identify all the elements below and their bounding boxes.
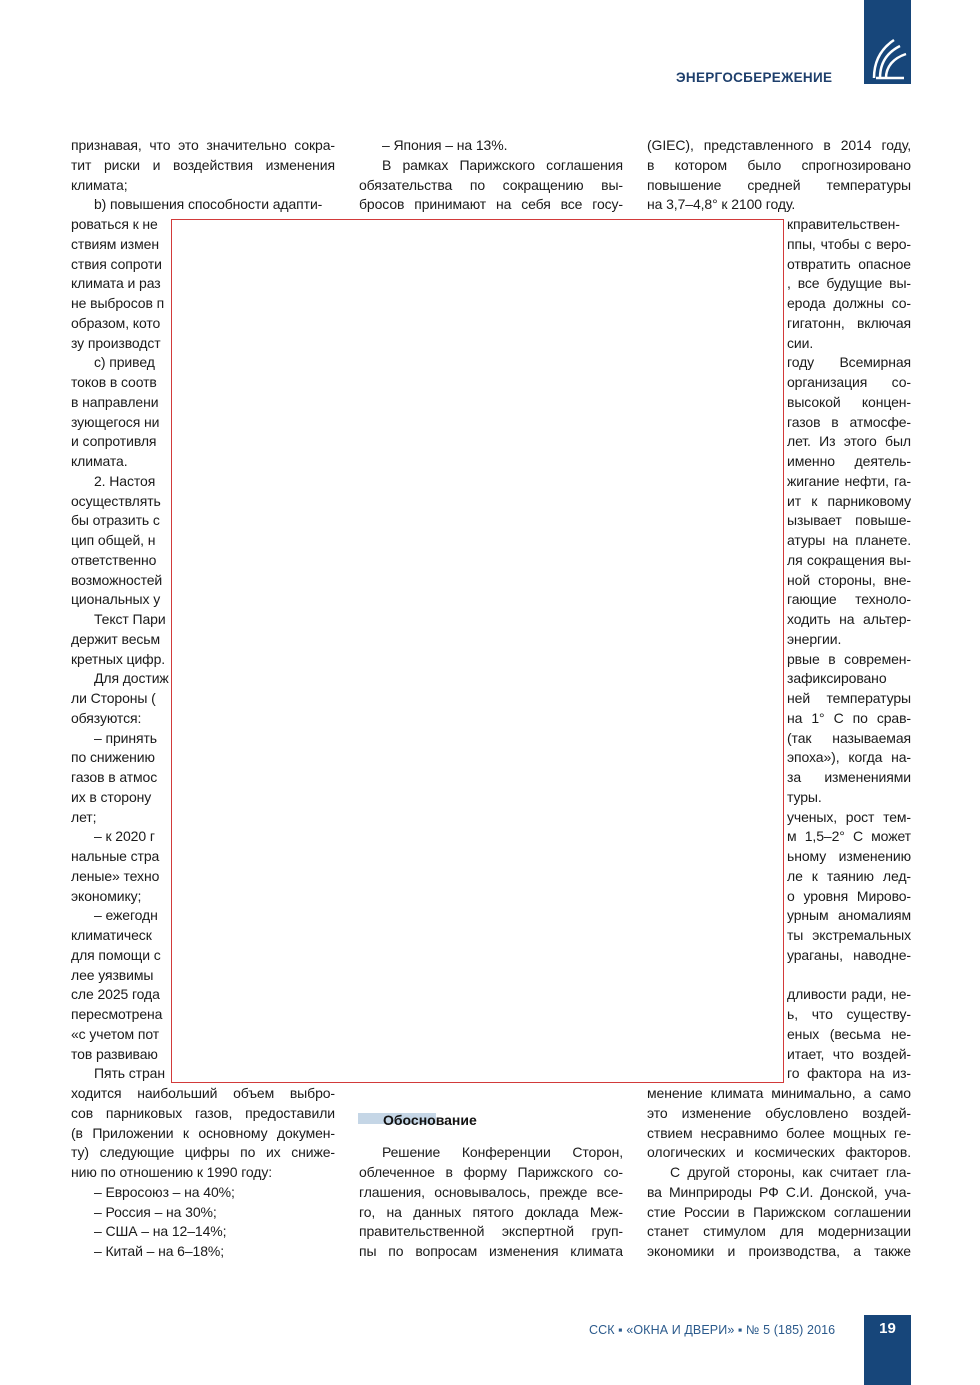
text-line: леные» техно: [71, 867, 160, 884]
text-line: ле к таянию лед-: [787, 867, 911, 884]
text-line: газов в атмосфе-: [787, 413, 911, 430]
text-line: стие России в Парижском соглашении: [647, 1203, 911, 1220]
text-line: высокой концен-: [787, 393, 911, 410]
text-line: (в Приложении к основному докумен-: [71, 1124, 335, 1141]
text-line: 2. Настоя: [94, 472, 156, 489]
text-line: ь, что существу-: [787, 1006, 911, 1022]
text-line: – принять: [94, 729, 157, 746]
text-line: кправительствен-: [787, 216, 900, 232]
text-line: ызывает повыше-: [787, 512, 911, 529]
text-line: экономики и производства, а также: [647, 1243, 911, 1259]
text-line: «с учетом пот: [71, 1025, 160, 1042]
text-line: лее уязвимы: [71, 966, 154, 983]
text-line: ствием несравнимо более мощных ге-: [647, 1124, 911, 1141]
text-line: сии.: [787, 334, 814, 351]
text-line: климата.: [71, 453, 128, 469]
text-line: бы отразить с: [71, 512, 160, 529]
blank-overlay-box: [171, 219, 784, 1083]
text-line: газов в атмос: [71, 769, 158, 785]
text-line: Для достиж: [94, 670, 169, 687]
text-line: ученых, рост тем-: [787, 808, 911, 825]
text-line: нию по отношению к 1990 году:: [71, 1164, 273, 1180]
text-line: для помощи с: [71, 946, 161, 963]
text-line: климата;: [71, 176, 128, 193]
text-line: (GIEC), представленного в 2014 году,: [647, 137, 911, 153]
magazine-logo-icon: [864, 0, 911, 84]
text-line: В рамках Парижского соглашения: [382, 156, 623, 173]
section-title: ЭНЕРГОСБЕРЕЖЕНИЕ: [676, 70, 833, 85]
text-line: обязательства по сокращению вы-: [359, 176, 623, 193]
text-line: го, на данных пятого доклада Меж-: [359, 1203, 623, 1220]
text-line: С другой стороны, как считает гла-: [670, 1164, 911, 1180]
text-line: ерода должны со-: [787, 295, 911, 311]
text-line: о уровня Мирово-: [787, 887, 911, 904]
text-line: ьному изменению: [787, 848, 911, 864]
text-line: туры.: [787, 788, 822, 805]
text-line: ходить на альтер-: [787, 611, 911, 627]
text-line: еных (весьма не-: [787, 1025, 911, 1042]
text-line: ту) следующие цифры по их сниже-: [71, 1144, 335, 1161]
text-line: ходится наибольший объем выбро-: [71, 1085, 335, 1101]
text-line: ты экстремальных: [787, 927, 911, 943]
header-tab: [864, 0, 911, 84]
text-line: энергии.: [787, 630, 842, 647]
text-line: ствиям измен: [71, 235, 159, 252]
text-line: – США – на 12–14%;: [94, 1223, 227, 1240]
footer-publication: ССК ▪ «ОКНА И ДВЕРИ» ▪ № 5 (185) 2016: [589, 1323, 836, 1337]
text-line: на 1° С по срав-: [787, 709, 911, 726]
text-line: Решение Конференции Сторон,: [382, 1144, 623, 1161]
text-line: станет стимулом для модернизации: [647, 1223, 911, 1240]
text-line: образом, кото: [71, 314, 161, 331]
text-line: держит весьм: [71, 630, 161, 647]
text-line: бросов принимают на себя все госу-: [359, 196, 623, 213]
text-line: лет;: [71, 808, 97, 825]
text-line: глашения, основывалось, прежде все-: [359, 1183, 623, 1200]
text-line: году Всемирная: [787, 354, 911, 371]
text-line: в котором было спрогнозировано: [647, 156, 911, 173]
text-line: это изменение обусловлено воздей-: [647, 1104, 911, 1121]
text-line: итает, что воздей-: [787, 1045, 911, 1062]
text-line: признавая, что это значительно сокра-: [71, 137, 335, 153]
text-line: повышение средней температуры: [647, 176, 911, 193]
text-line: , все будущие вы-: [787, 275, 911, 292]
text-line: ва Минприроды РФ С.И. Донской, уча-: [647, 1183, 911, 1200]
text-line: Текст Пари: [94, 611, 166, 627]
text-line: токов в соотв: [71, 374, 157, 390]
text-line: не выбросов п: [71, 295, 165, 311]
text-line: кретных цифр.: [71, 650, 166, 667]
text-line: осуществлять: [71, 492, 161, 509]
text-line: циональных у: [71, 591, 161, 608]
text-line: (так называемая: [787, 729, 911, 746]
text-line: нальные стра: [71, 848, 160, 864]
subheading: Обоснование: [383, 1112, 477, 1128]
text-line: го фактора на из-: [787, 1065, 911, 1082]
text-line: ит к парниковому: [787, 492, 911, 509]
text-line: климата и раз: [71, 275, 161, 292]
text-line: ответственно: [71, 551, 157, 568]
text-line: отвратить опасное: [787, 255, 911, 272]
text-line: ней температуры: [787, 690, 911, 706]
text-line: [787, 965, 911, 985]
text-line: за изменениями: [787, 769, 911, 785]
text-line: организация со-: [787, 374, 911, 390]
text-line: зафиксировано: [787, 670, 887, 687]
text-line: ной стороны, вне-: [787, 571, 911, 588]
text-line: атуры на планете.: [787, 532, 911, 548]
text-line: – Япония – на 13%.: [382, 137, 508, 153]
text-line: возможностей: [71, 571, 163, 588]
text-line: зу производст: [71, 334, 161, 351]
text-line: экономику;: [71, 887, 142, 904]
text-line: урным аномалиям: [787, 907, 911, 924]
text-line: менение климата минимально, а само: [647, 1085, 911, 1101]
text-line: правительственной экспертной груп-: [359, 1223, 623, 1240]
text-line: сов парниковых газов, предоставили: [71, 1104, 335, 1121]
text-line: на 3,7–4,8° к 2100 году.: [647, 196, 796, 213]
text-line: ля сокращения вы-: [787, 551, 911, 568]
text-line: дливости ради, не-: [787, 986, 911, 1003]
page-number: 19: [879, 1320, 896, 1337]
text-line: ураганы, наводне-: [787, 946, 911, 963]
text-line: жигание нефти, га-: [787, 472, 911, 489]
text-line: именно деятель-: [787, 453, 911, 469]
text-line: – Китай – на 6–18%;: [94, 1243, 225, 1259]
text-line: – к 2020 г: [94, 828, 155, 845]
text-line: тит риски и воздействия изменения: [71, 156, 335, 173]
text-line: сле 2025 года: [71, 986, 160, 1003]
text-line: c) привед: [94, 354, 155, 371]
text-line: гающие техноло-: [787, 591, 911, 608]
text-line: – Евросоюз – на 40%;: [94, 1183, 235, 1200]
text-line: климатическ: [71, 927, 152, 943]
text-line: тов развиваю: [71, 1045, 158, 1062]
text-line: – ежегодн: [94, 907, 158, 924]
text-line: по снижению: [71, 749, 155, 766]
text-line: лет. Из этого был: [787, 433, 911, 450]
text-line: рвые в современ-: [787, 650, 911, 667]
text-line: обязуются:: [71, 709, 142, 726]
text-line: в направлени: [71, 393, 159, 410]
text-line: роваться к не: [71, 216, 158, 232]
text-line: эпоха»), когда на-: [787, 749, 911, 766]
text-line: и сопротивля: [71, 433, 157, 450]
text-line: цип общей, н: [71, 532, 156, 548]
text-line: гигатонн, включая: [787, 314, 911, 331]
text-line: их в сторону: [71, 788, 152, 805]
text-line: пересмотрена: [71, 1006, 163, 1022]
text-line: – Россия – на 30%;: [94, 1203, 217, 1220]
text-line: b) повышения способности адапти-: [94, 196, 323, 213]
text-line: облеченное в форму Парижского со-: [359, 1164, 623, 1180]
text-line: пы по вопросам изменения климата: [359, 1243, 623, 1259]
text-line: ппы, чтобы с веро-: [787, 235, 911, 252]
text-line: зующегося ни: [71, 413, 160, 430]
text-line: ли Стороны (: [71, 690, 156, 706]
text-line: м 1,5–2° С может: [787, 828, 911, 845]
text-line: ологических и космических факторов.: [647, 1144, 911, 1161]
text-line: Пять стран: [94, 1065, 165, 1082]
text-line: ствия сопроти: [71, 255, 162, 272]
